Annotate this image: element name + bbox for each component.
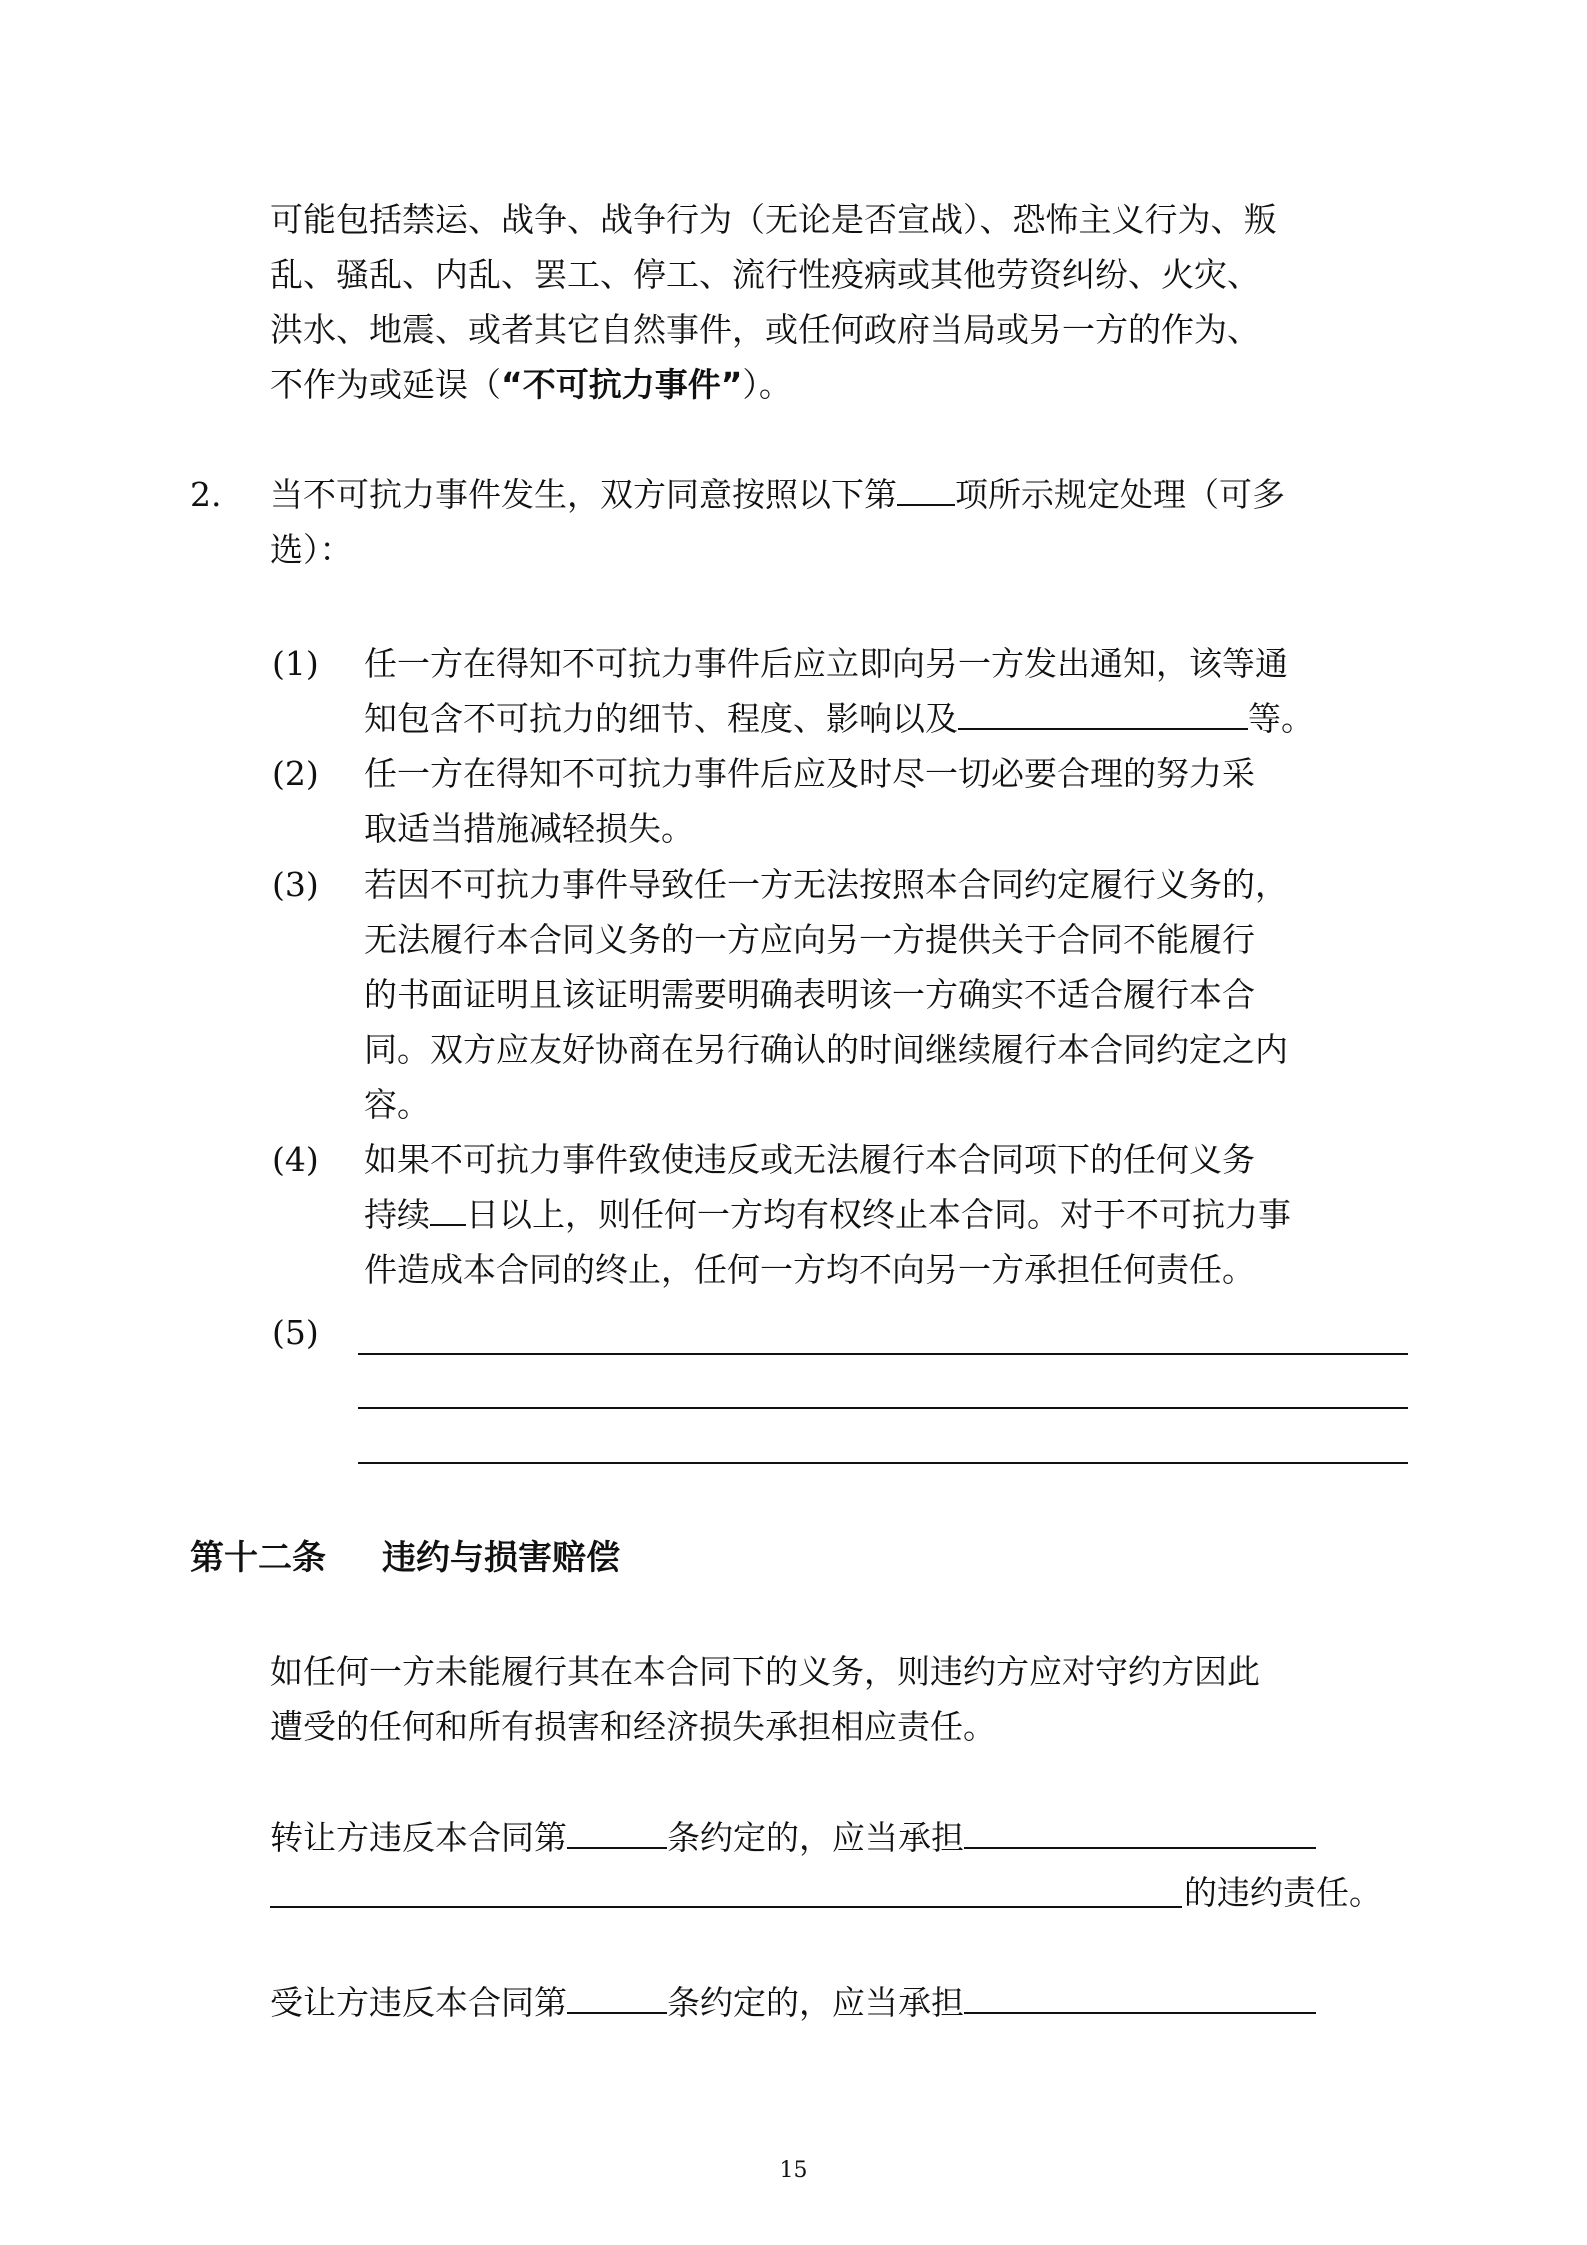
sub-3-line-5: 容。	[364, 1085, 430, 1124]
sub-4-line-1: 如果不可抗力事件致使违反或无法履行本合同项下的任何义务	[364, 1140, 1255, 1179]
item-2-text: 当不可抗力事件发生，双方同意按照以下第	[270, 475, 897, 514]
force-majeure-line-4	[270, 361, 792, 409]
force-majeure-line-3: 洪水、地震、或者其它自然事件，或任何政府当局或另一方的作为、	[270, 310, 1260, 349]
sub-5-blank-line-1[interactable]	[358, 1353, 1408, 1355]
days-blank[interactable]	[430, 1194, 466, 1226]
sub-5-blank-line-3[interactable]	[358, 1462, 1408, 1464]
transferor-text: 转让方违反本合同第	[270, 1818, 567, 1857]
transferor-text-mid: 条约定的，应当承担	[667, 1818, 964, 1857]
force-majeure-text: 不作为或延误（	[270, 365, 501, 404]
transferee-liability-blank[interactable]	[964, 1982, 1316, 2014]
sub-4-line-3: 件造成本合同的终止，任何一方均不向另一方承担任何责任。	[364, 1250, 1255, 1289]
sub-1-text-end: 等。	[1248, 699, 1314, 738]
sub-3-line-2: 无法履行本合同义务的一方应向另一方提供关于合同不能履行	[364, 920, 1255, 959]
sub-5-number: (5)	[272, 1313, 319, 1352]
sub-1-line-2	[364, 695, 1314, 743]
sub-2-line-1: 任一方在得知不可抗力事件后应及时尽一切必要合理的努力采	[364, 754, 1255, 793]
sub-4-text-end: 日以上，则任何一方均有权终止本合同。对于不可抗力事	[466, 1195, 1291, 1234]
sub-5-blank-line-2[interactable]	[358, 1407, 1408, 1409]
transferee-article-blank[interactable]	[567, 1982, 667, 2014]
article-12-number: 第十二条	[190, 1538, 326, 1578]
notice-content-blank[interactable]	[958, 698, 1248, 730]
item-number-blank[interactable]	[897, 474, 955, 506]
defined-term: “不可抗力事件”	[501, 365, 743, 404]
transferor-breach-line-2: 的违约责任。	[1184, 1873, 1382, 1912]
force-majeure-line-1: 可能包括禁运、战争、战争行为（无论是否宣战）、恐怖主义行为、叛	[270, 200, 1277, 239]
transferor-liability-blank-line-2[interactable]	[270, 1906, 1182, 1908]
article-12-para-1-line-2: 遭受的任何和所有损害和经济损失承担相应责任。	[270, 1707, 996, 1746]
sub-3-line-3: 的书面证明且该证明需要明确表明该一方确实不适合履行本合	[364, 975, 1255, 1014]
page-number: 15	[779, 2158, 808, 2183]
sub-1-line-1: 任一方在得知不可抗力事件后应立即向另一方发出通知，该等通	[364, 644, 1288, 683]
sub-1-text: 知包含不可抗力的细节、程度、影响以及	[364, 699, 958, 738]
transferee-text-mid: 条约定的，应当承担	[667, 1983, 964, 2022]
transferor-article-blank[interactable]	[567, 1817, 667, 1849]
force-majeure-text-end: ）。	[742, 365, 792, 404]
sub-4-number: (4)	[272, 1140, 319, 1179]
item-2-line-2: 选）：	[270, 530, 353, 569]
article-12-para-1-line-1: 如任何一方未能履行其在本合同下的义务，则违约方应对守约方因此	[270, 1652, 1260, 1691]
article-12-title: 违约与损害赔偿	[382, 1538, 620, 1578]
force-majeure-line-2: 乱、骚乱、内乱、罢工、停工、流行性疫病或其他劳资纠纷、火灾、	[270, 255, 1260, 294]
sub-2-line-2: 取适当措施减轻损失。	[364, 809, 694, 848]
item-2-text-end: 项所示规定处理（可多	[955, 475, 1285, 514]
transferee-text: 受让方违反本合同第	[270, 1983, 567, 2022]
sub-3-line-4: 同。双方应友好协商在另行确认的时间继续履行本合同约定之内	[364, 1030, 1288, 1069]
sub-3-number: (3)	[272, 865, 319, 904]
sub-4-line-2	[364, 1191, 1291, 1239]
transferee-breach-line-1	[270, 1979, 1316, 2027]
transferor-liability-blank[interactable]	[964, 1817, 1316, 1849]
item-2-number: 2.	[190, 475, 222, 514]
transferor-breach-line-1	[270, 1814, 1316, 1862]
sub-1-number: (1)	[272, 644, 319, 683]
item-2-line-1	[270, 471, 1285, 519]
sub-4-text: 持续	[364, 1195, 430, 1234]
sub-3-line-1: 若因不可抗力事件导致任一方无法按照本合同约定履行义务的，	[364, 865, 1288, 904]
sub-2-number: (2)	[272, 754, 319, 793]
